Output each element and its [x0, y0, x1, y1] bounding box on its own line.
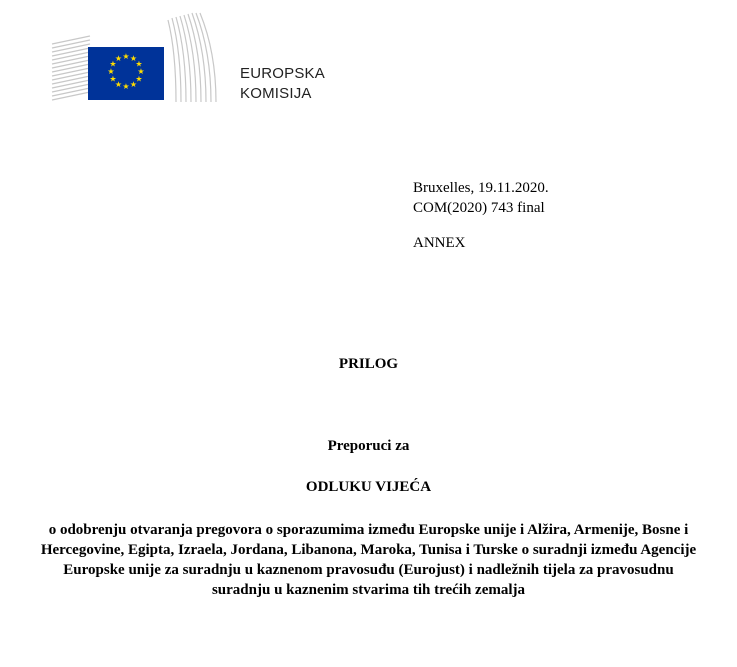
organization-name-line2: KOMISIJA — [240, 85, 312, 102]
svg-text:★: ★ — [122, 82, 130, 91]
svg-text:★: ★ — [122, 52, 130, 61]
organization-name-line1: EUROPSKA — [240, 65, 325, 82]
page-heading: PRILOG — [338, 356, 399, 372]
svg-text:★: ★ — [135, 59, 143, 69]
decision-title: ODLUKU VIJEĆA — [305, 479, 432, 495]
svg-text:★: ★ — [135, 74, 143, 84]
reference-block — [413, 178, 549, 253]
svg-text:★: ★ — [107, 67, 115, 76]
european-commission-logo — [50, 12, 220, 107]
svg-text:★: ★ — [129, 54, 138, 63]
svg-text:★: ★ — [114, 80, 123, 89]
decision-description: o odobrenju otvaranja pregovora o sporazumima između Europske unije i Alžira, Armenije, Bosne i Hercegovine, Egipta, Izraela, Jordana, Libanona, Maroka, Tunisa i Turske o suradnji između Agencije Europske unije za suradnju u kaznenom pravosuđu (Eurojust) i nadležnih tijela za pravosudnu suradnju u kaznenim stvarima tih trećih zemalja — [40, 522, 697, 598]
svg-text:★: ★ — [137, 67, 145, 76]
svg-text:★: ★ — [109, 59, 117, 69]
svg-text:★: ★ — [109, 74, 117, 84]
svg-text:★: ★ — [114, 54, 123, 63]
place-date: Bruxelles, 19.11.2020. — [413, 180, 549, 196]
organization-name — [240, 64, 325, 104]
subheading: Preporuci za — [327, 438, 410, 454]
annex-label: ANNEX — [413, 235, 466, 251]
svg-text:★: ★ — [129, 80, 138, 89]
document-number: COM(2020) 743 final — [413, 200, 545, 216]
